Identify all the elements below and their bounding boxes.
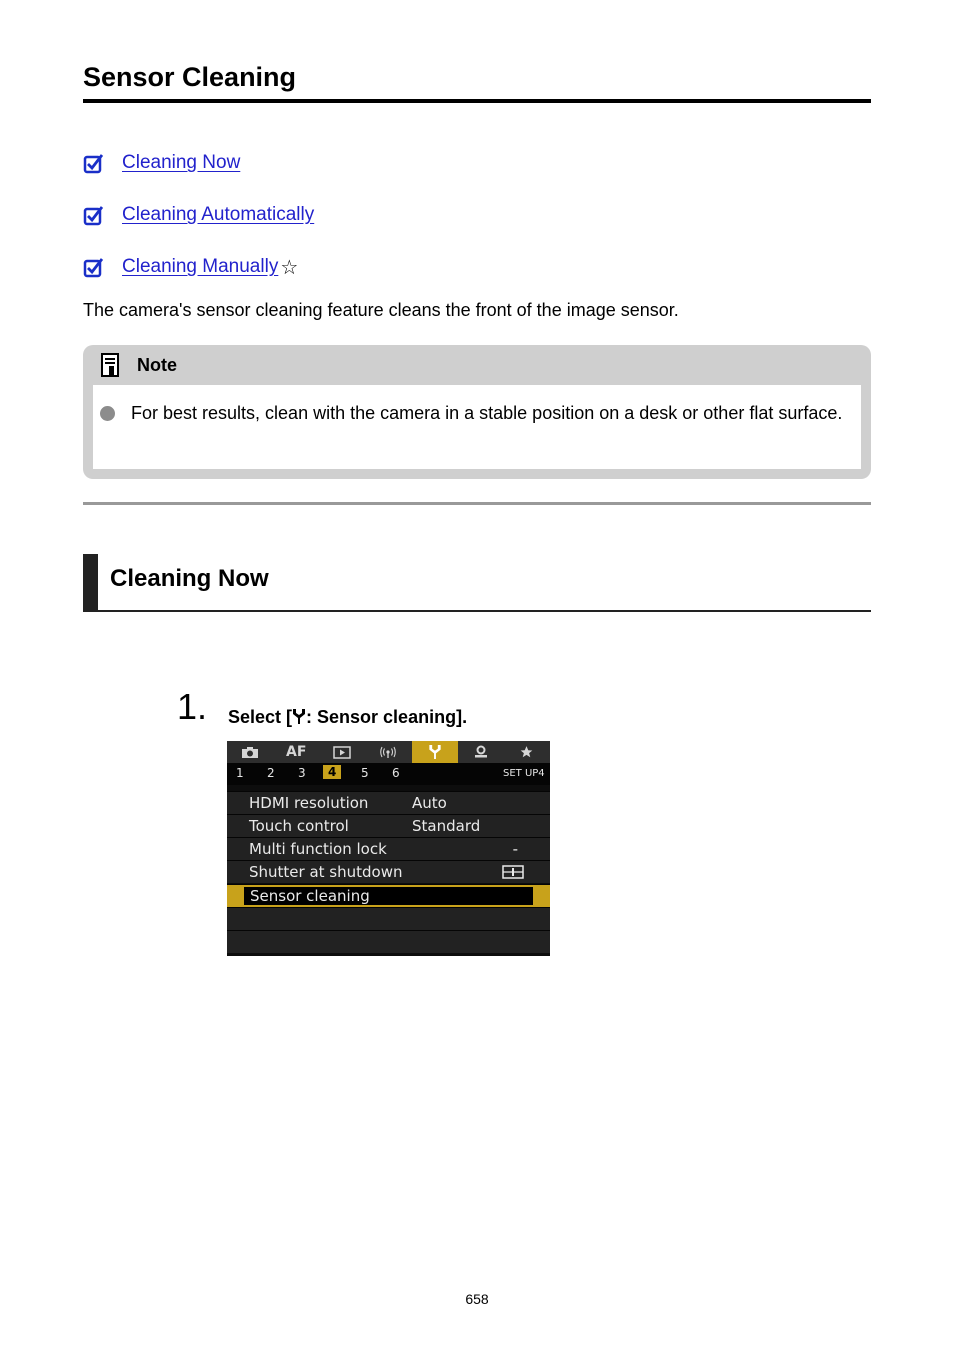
page-title: Sensor Cleaning <box>83 62 297 92</box>
row-value: - <box>512 840 518 858</box>
toc-item-cleaning-automatically[interactable] <box>83 202 314 228</box>
note-icon <box>101 353 119 377</box>
playback-icon <box>319 741 365 763</box>
title-rule <box>83 99 871 103</box>
subtab-6: 6 <box>392 766 400 780</box>
wrench-icon <box>292 708 306 725</box>
heading-rule <box>83 610 871 612</box>
subtab-3: 3 <box>298 766 306 780</box>
row-key: Shutter at shutdown <box>249 863 403 881</box>
step-text <box>228 707 467 728</box>
row-key: HDMI resolution <box>249 794 369 812</box>
subtab-5: 5 <box>361 766 369 780</box>
selection-highlight <box>243 886 534 906</box>
row-value: Standard <box>412 817 481 835</box>
toc-item-cleaning-now[interactable] <box>83 150 240 176</box>
camera-shooting-icon <box>227 741 273 763</box>
toc-item-cleaning-manually[interactable] <box>83 254 298 280</box>
camera-menu-screenshot <box>227 741 550 956</box>
camera-menu-row <box>227 837 550 860</box>
camera-menu-row-empty <box>227 930 550 953</box>
step-text-suffix: : Sensor cleaning]. <box>306 707 468 727</box>
star-icon: ☆ <box>280 256 299 279</box>
subtab-setup-label: SET UP4 <box>503 768 545 779</box>
camera-tab-bar <box>227 741 550 763</box>
note-heading: Note <box>137 354 177 375</box>
camera-subtab-bar <box>227 763 550 785</box>
section-divider <box>83 502 871 505</box>
toc-link[interactable]: Cleaning Automatically <box>122 204 315 225</box>
toc-link[interactable]: Cleaning Now <box>122 152 241 173</box>
intro-text: The camera's sensor cleaning feature cleans the front of the image sensor. <box>83 300 679 320</box>
row-key: Sensor cleaning <box>250 887 370 905</box>
row-value: Auto <box>412 794 447 812</box>
checkbox-icon <box>83 257 104 278</box>
subtab-4: 4 <box>323 765 341 779</box>
camera-menu-row-selected <box>227 884 550 907</box>
my-menu-star-icon <box>504 741 550 763</box>
step-text-prefix: Select [ <box>228 707 293 727</box>
row-key: Multi function lock <box>249 840 387 858</box>
section-heading: Cleaning Now <box>110 565 269 592</box>
af-tab: AF <box>286 744 307 760</box>
subtab-2: 2 <box>267 766 275 780</box>
page-number: 658 <box>465 1291 489 1307</box>
bullet-icon <box>100 406 115 421</box>
camera-menu-row <box>227 860 550 883</box>
row-key: Touch control <box>249 817 349 835</box>
note-text: For best results, clean with the camera in a stable position on a desk or other flat surface. <box>131 403 843 423</box>
camera-menu-row-empty <box>227 907 550 930</box>
checkbox-icon <box>83 205 104 226</box>
toc-link[interactable]: Cleaning Manually <box>122 256 279 277</box>
camera-menu-row <box>227 791 550 814</box>
note-header <box>101 352 177 378</box>
step-number: 1. <box>177 686 208 727</box>
custom-functions-icon <box>458 741 504 763</box>
subtab-1: 1 <box>236 766 244 780</box>
checkbox-icon <box>83 153 104 174</box>
camera-menu-row <box>227 814 550 837</box>
heading-bar <box>83 554 98 611</box>
lens-retract-icon <box>502 865 524 879</box>
wireless-icon <box>365 741 411 763</box>
note-body <box>93 385 861 469</box>
setup-wrench-icon <box>412 741 458 763</box>
